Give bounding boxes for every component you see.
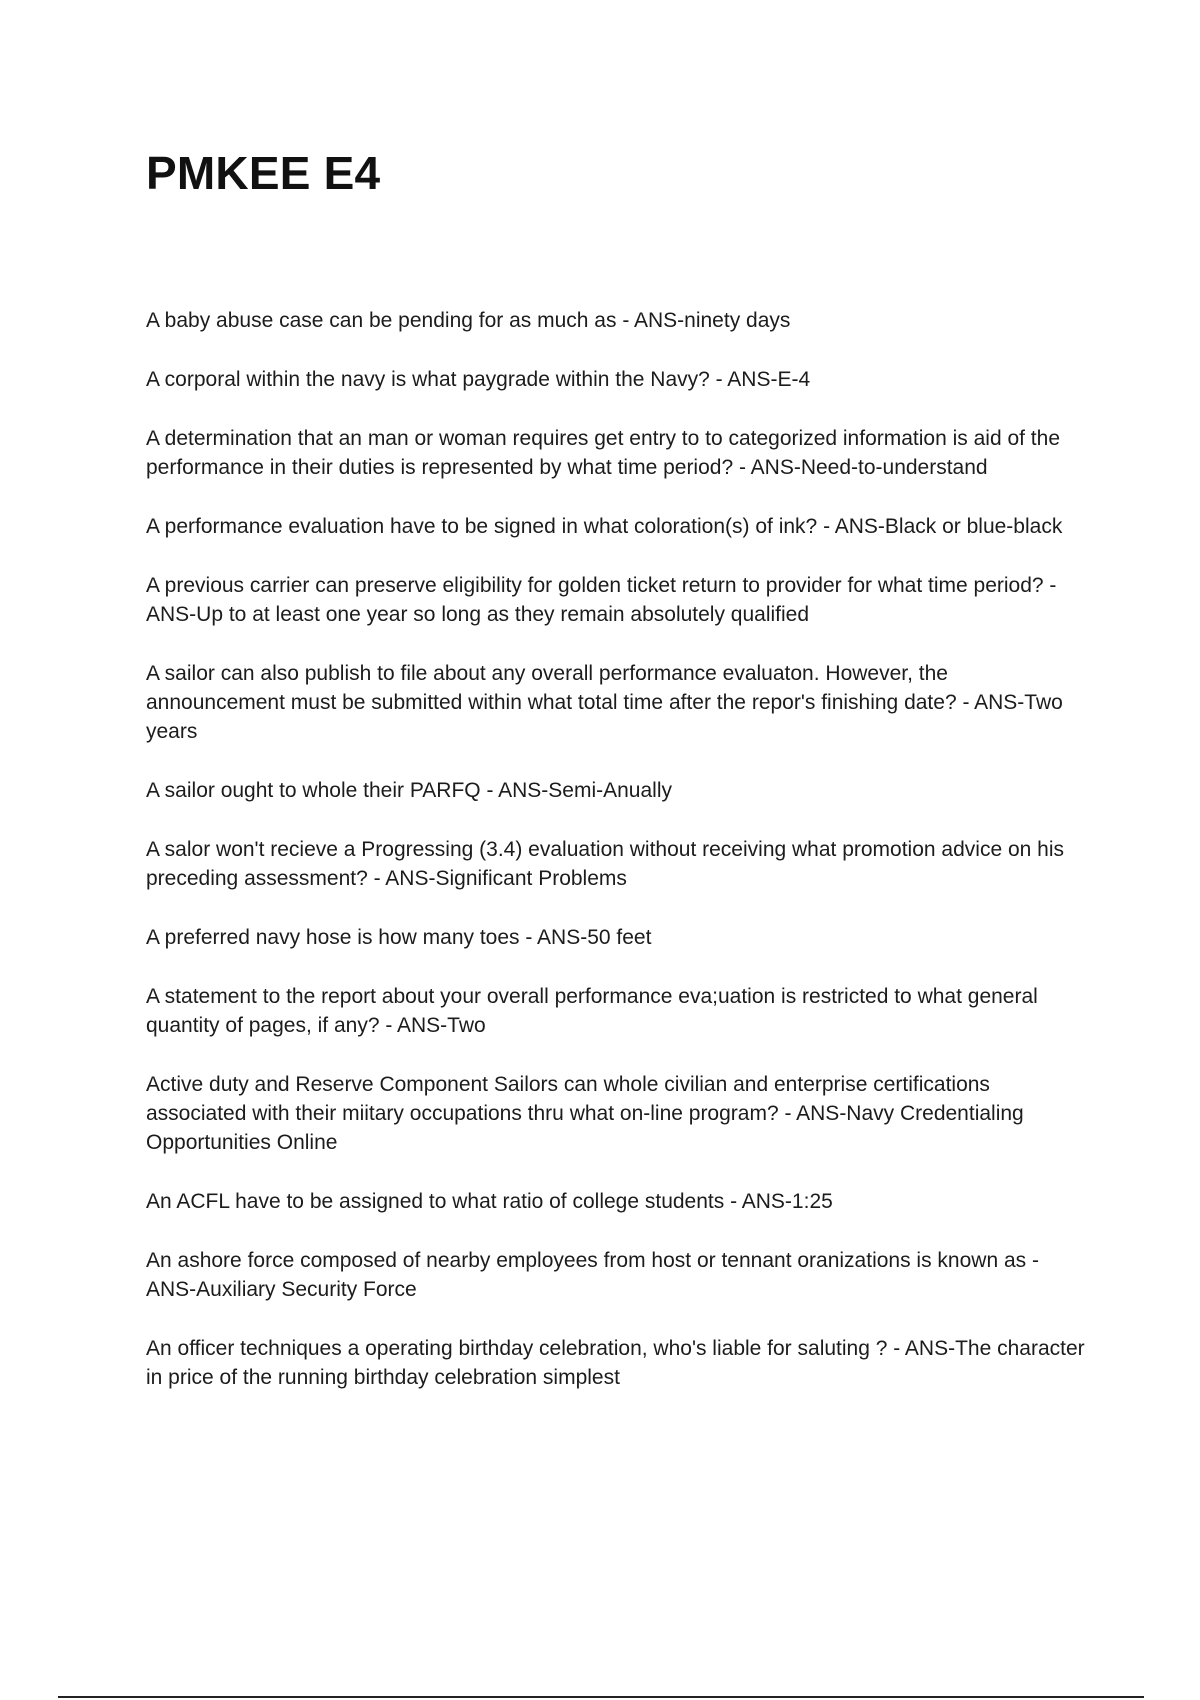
document-title: PMKEE E4 [146, 147, 381, 199]
qa-item: A sailor can also publish to file about any overall performance evaluaton. However, the announcement must be submitted within what total time after the repor's finishing date? - ANS-Two years [146, 662, 1063, 743]
qa-item: A performance evaluation have to be signed in what coloration(s) of ink? - ANS-Black or blue-black [146, 515, 1063, 538]
qa-list [146, 306, 1092, 1422]
qa-item: A previous carrier can preserve eligibility for golden ticket return to provider for what time period? - ANS-Up to at least one year so long as they remain absolutely qualified [146, 574, 1057, 626]
qa-item: A statement to the report about your overall performance eva;uation is restricted to what general quantity of pages, if any? - ANS-Two [146, 985, 1038, 1037]
qa-item: An officer techniques a operating birthday celebration, who's liable for saluting ? - ANS-The character in price of the running birthday celebration simplest [146, 1337, 1085, 1389]
qa-item: A preferred navy hose is how many toes - ANS-50 feet [146, 926, 652, 949]
qa-item: An ashore force composed of nearby employees from host or tennant oranizations is known as - ANS-Auxiliary Security Force [146, 1249, 1039, 1301]
qa-item: A determination that an man or woman requires get entry to to categorized information is aid of the performance in their duties is represented by what time period? - ANS-Need-to-understand [146, 427, 1061, 479]
qa-item: A corporal within the navy is what paygrade within the Navy? - ANS-E-4 [146, 368, 811, 391]
qa-item: A salor won't recieve a Progressing (3.4) evaluation without receiving what promotion advice on his preceding assessment? - ANS-Significant Problems [146, 838, 1064, 890]
qa-item: An ACFL have to be assigned to what ratio of college students - ANS-1:25 [146, 1190, 833, 1213]
qa-item: A baby abuse case can be pending for as much as - ANS-ninety days [146, 309, 791, 332]
footer-divider [58, 1696, 1144, 1698]
qa-item: A sailor ought to whole their PARFQ - ANS-Semi-Anually [146, 779, 672, 802]
qa-item: Active duty and Reserve Component Sailors can whole civilian and enterprise certifications associated with their miitary occupations thru what on-line program? - ANS-Navy Credentialing Opportunities Online [146, 1073, 1024, 1154]
